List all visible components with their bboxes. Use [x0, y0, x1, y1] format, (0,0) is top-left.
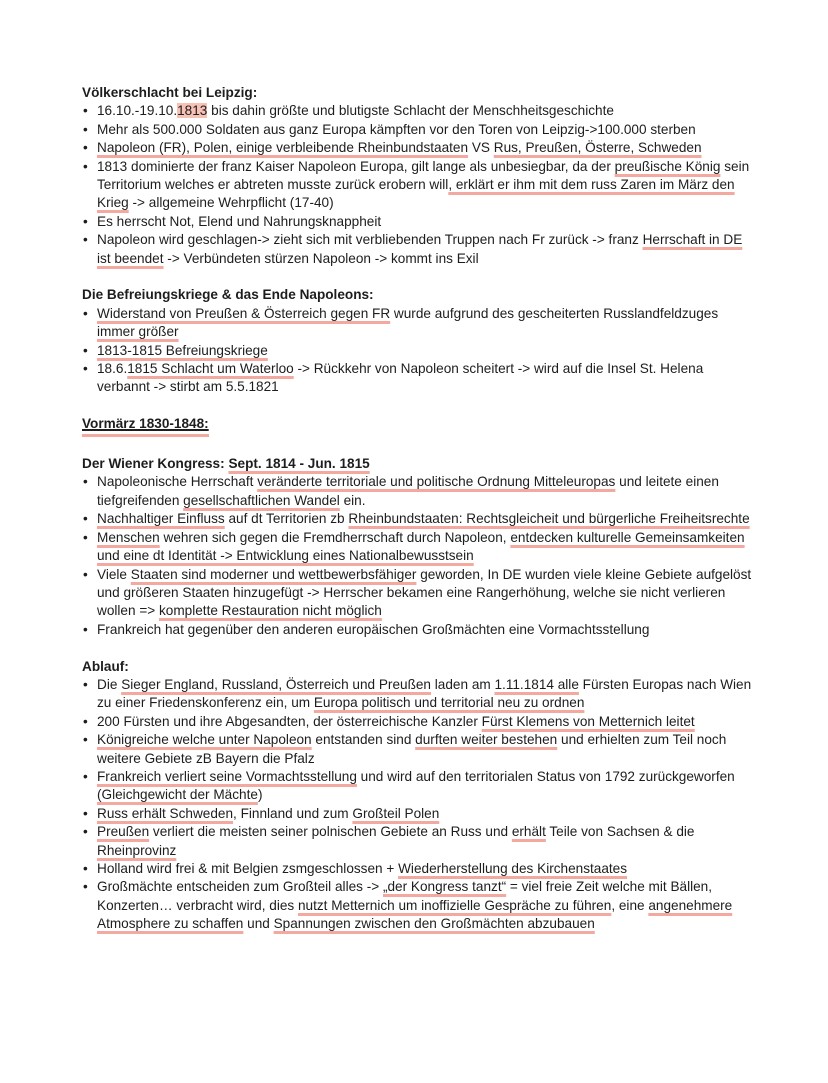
underlined-heading-text: Vormärz 1830-1848: [82, 415, 209, 436]
text-segment: Mehr als 500.000 Soldaten aus ganz Europa kämpften vor den Toren von Leipzig->100.000 sterben [97, 121, 696, 137]
text-segment: Holland wird frei & mit Belgien zsmgeschlossen + [97, 861, 399, 876]
underlined-text: 1.11.1814 alle [494, 676, 579, 692]
text-segment: Napoleonische Herrschaft [97, 474, 258, 490]
text-segment: -> allgemeine Wehrpflicht (17-40) [128, 195, 334, 211]
text-segment: bis dahin größte und blutigste Schlacht der Menschheitsgeschichte [207, 103, 614, 119]
list-item [82, 731, 752, 768]
underlined-text: Großteil Polen [352, 805, 440, 821]
underlined-text: Fürst Klemens von Metternich leitet [481, 713, 695, 729]
document-page [82, 84, 752, 952]
text-segment: , eine [611, 897, 649, 913]
text-segment: Frankreich hat gegenüber den anderen europäischen Großmächten eine Vormachtsstellung [97, 621, 650, 637]
text-segment: 16.10.-19.10. [97, 103, 178, 119]
section [82, 415, 752, 436]
section-heading [82, 455, 752, 473]
list-item [82, 342, 752, 360]
text-segment: Die Befreiungskriege & das Ende Napoleons: [82, 287, 374, 303]
list-item [82, 713, 752, 731]
list-item [82, 529, 752, 566]
list-item [82, 768, 752, 805]
underlined-text: Sieger England, Russland, Österreich und Preußen [121, 676, 431, 692]
section-heading [82, 286, 752, 304]
underlined-text: Rheinprovinz [97, 842, 177, 858]
list-item [82, 139, 752, 157]
section-heading [82, 415, 752, 436]
underlined-text: (Gleichgewicht der Mächte [97, 787, 258, 803]
underlined-text: Frankreich verliert seine Vormachtsstellung [97, 768, 357, 784]
text-segment: ein. [339, 492, 366, 508]
text-segment: sein Territorium welches er abtreten musste zurück erobern will [97, 158, 750, 193]
underlined-text: „der Kongress tanzt“ [382, 879, 507, 895]
underlined-text: Widerstand von Preußen & Österreich gegen FR [97, 305, 391, 321]
section [82, 658, 752, 934]
underlined-text: Russ erhält Schweden [97, 805, 234, 821]
underlined-text: gesellschaftlichen Wandel [183, 492, 340, 508]
text-segment: Großmächte entscheiden zum Großteil alles -> [97, 879, 383, 895]
text-segment: wehren sich gegen die Fremdherrschaft durch Napoleon, [159, 529, 511, 545]
underlined-text: Sept. 1814 - Jun. 1815 [228, 456, 370, 472]
text-segment: VS [468, 140, 494, 156]
text-segment: ) [257, 787, 263, 803]
text-segment: Fürsten Europas nach Wien zu einer Friedenskonferenz ein, um [97, 676, 752, 711]
list-item [82, 360, 752, 397]
section [82, 84, 752, 268]
underlined-text: Menschen [97, 529, 160, 545]
list-item [82, 231, 752, 268]
text-segment: und erhielten zum Teil noch weitere Gebiete zB Bayern die Pfalz [97, 732, 727, 766]
underlined-text: Rus, Preußen, Österre, Schweden [493, 140, 702, 156]
text-segment: Napoleon wird geschlagen-> zieht sich mit verbliebenden Truppen nach Fr zurück -> franz [97, 232, 643, 248]
underlined-text: entdecken kulturelle Gemeinsamkeiten und eine dt Identität -> Entwicklung eines Nationalbewusstsein [97, 529, 745, 564]
text-segment: und wird auf den territorialen Status von 1792 zurückgeworfen [356, 768, 735, 784]
text-segment: auf dt Territorien zb [224, 511, 349, 527]
underlined-text: komplette Restauration nicht möglich [158, 603, 382, 619]
underlined-text: angenehmere Atmosphere zu schaffen [97, 897, 733, 932]
bullet-list [82, 473, 752, 639]
underlined-text: Europa politisch und territorial neu zu ordnen [313, 695, 585, 711]
text-segment: -> Rückkehr von Napoleon scheitert -> wird auf die Insel St. Helena verbannt -> stirbt am 5.5.1821 [97, 361, 704, 395]
underlined-text: 1815 Schlacht um Waterloo [127, 361, 294, 377]
list-item [82, 305, 752, 342]
text-segment: Völkerschlacht bei Leipzig: [82, 85, 258, 100]
highlighted-text: 1813 [177, 103, 208, 119]
list-item [82, 823, 752, 860]
text-segment: laden am [431, 676, 495, 692]
underlined-text: Spannungen zwischen den Großmächten abzubauen [273, 916, 595, 932]
section-heading [82, 84, 752, 102]
text-segment: Ablauf: [82, 658, 129, 674]
text-segment: 200 Fürsten und ihre Abgesandten, der österreichische Kanzler [97, 713, 482, 729]
underlined-text: preußische König [614, 158, 721, 174]
list-item [82, 213, 752, 231]
text-segment: geworden, In DE wurden viele kleine Gebiete aufgelöst und größeren Staaten hinzugefügt -> Herrscher bekamen eine Rangerhöhung, welche sie nicht verlieren wollen => [97, 566, 752, 619]
underlined-text: Napoleon (FR), Polen, einige verbleibende Rheinbundstaaten [97, 140, 469, 156]
list-item [82, 878, 752, 933]
list-item [82, 566, 752, 621]
underlined-text: Königreiche welche unter Napoleon [97, 732, 312, 748]
text-segment: verliert die meisten seiner polnischen Gebiete an Russ und [149, 824, 512, 840]
text-segment: wurde aufgrund des gescheiterten Russlandfeldzuges [390, 305, 719, 321]
text-segment: Die [97, 676, 122, 692]
underlined-text: erhält [511, 824, 546, 840]
underlined-text: Wiederherstellung des Kirchenstaates [398, 861, 628, 876]
list-item [82, 676, 752, 713]
underlined-text: Staaten sind moderner und wettbewerbsfähiger [130, 566, 417, 582]
underlined-text: 1813-1815 Befreiungskriege [97, 342, 268, 358]
text-segment: Es herrscht Not, Elend und Nahrungsknappheit [97, 213, 382, 229]
bullet-list [82, 305, 752, 397]
text-segment: 1813 dominierte der franz Kaiser Napoleon Europa, gilt lange als unbesiegbar, da der [97, 158, 615, 174]
underlined-text: Herrschaft in DE ist beendet [97, 232, 743, 266]
text-segment: und [243, 916, 274, 932]
list-item [82, 158, 752, 213]
underlined-text: Nachhaltiger Einfluss [97, 511, 225, 527]
underlined-text: Preußen [97, 824, 150, 840]
underlined-text: Rheinbundstaaten: Rechtsgleicheit und bürgerliche Freiheitsrechte [348, 511, 750, 527]
bullet-list [82, 102, 752, 268]
section [82, 455, 752, 639]
text-segment: = viel freie Zeit welche mit Bällen, Konzerten… verbracht wird, dies [97, 879, 713, 913]
list-item [82, 510, 752, 528]
section [82, 286, 752, 396]
list-item [82, 621, 752, 639]
list-item [82, 473, 752, 510]
text-segment: entstanden sind [311, 732, 416, 748]
text-segment: Teile von Sachsen & die [545, 824, 695, 840]
bullet-list [82, 676, 752, 934]
text-segment: -> Verbündeten stürzen Napoleon -> kommt ins Exil [163, 250, 479, 266]
underlined-text: veränderte territoriale und politische Ordnung Mitteleuropas [257, 474, 616, 490]
text-segment: und leitete einen tiefgreifenden [97, 474, 719, 508]
list-item [82, 805, 752, 823]
list-item [82, 102, 752, 120]
section-heading [82, 658, 752, 676]
text-segment: 18.6. [97, 361, 128, 377]
underlined-text: , erklärt er ihm mit dem russ Zaren im März den Krieg [97, 177, 735, 211]
list-item [82, 121, 752, 139]
text-segment: Viele [97, 566, 131, 582]
underlined-text: immer größer [97, 324, 179, 340]
text-segment: , Finnland und zum [233, 805, 353, 821]
text-segment: Der Wiener Kongress: [82, 456, 229, 472]
list-item [82, 860, 752, 878]
underlined-text: nutzt Metternich um inoffizielle Gespräche zu führen [297, 897, 612, 913]
underlined-text: durften weiter bestehen [415, 732, 558, 748]
